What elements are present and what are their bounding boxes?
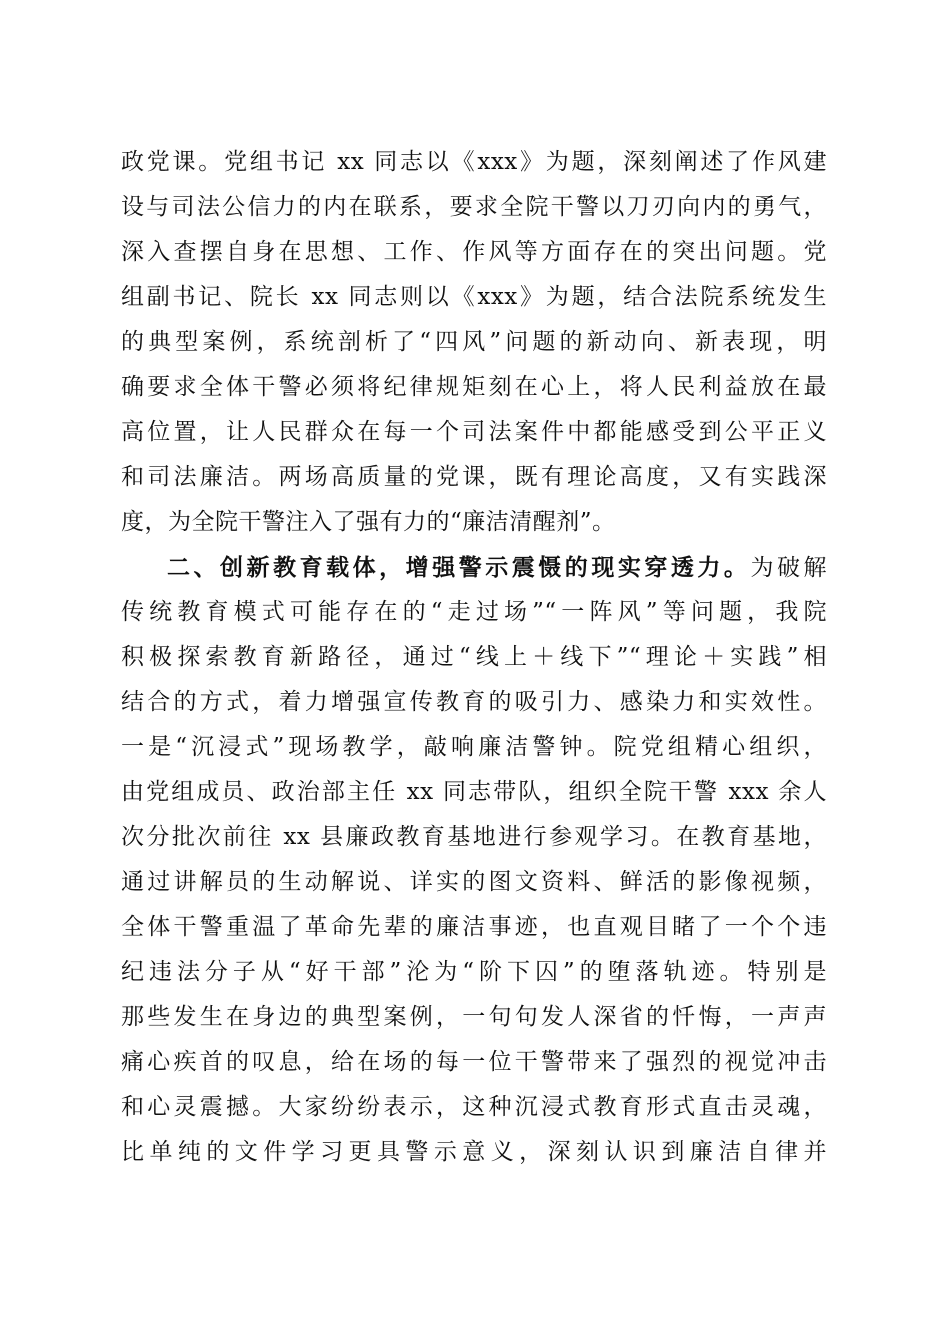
paragraph-line: 政党课。党组书记 xx 同志以《xxx》为题，深刻阐述了作风建 [121, 149, 827, 175]
paragraph-line: 一是“沉浸式”现场教学，敲响廉洁警钟。院党组精心组织， [121, 734, 827, 760]
paragraph-line: 那些发生在身边的典型案例，一句句发人深省的忏悔，一声声 [121, 1004, 827, 1030]
paragraph-line: 痛心疾首的叹息，给在场的每一位干警带来了强烈的视觉冲击 [121, 1049, 827, 1075]
paragraph-line: 积极探索教育新路径，通过“线上＋线下”“理论＋实践”相 [121, 644, 827, 670]
paragraph-line: 确要求全体干警必须将纪律规矩刻在心上，将人民利益放在最 [121, 374, 827, 400]
paragraph-line: 度，为全院干警注入了强有力的“廉洁清醒剂”。 [121, 509, 616, 535]
paragraph-line: 组副书记、院长 xx 同志则以《xxx》为题，结合法院系统发生 [121, 284, 827, 310]
section-heading-line [121, 545, 827, 590]
paragraph-line: 深入查摆自身在思想、工作、作风等方面存在的突出问题。党 [121, 239, 827, 265]
paragraph-line: 纪违法分子从“好干部”沦为“阶下囚”的堕落轨迹。特别是 [121, 959, 827, 985]
paragraph-line: 比单纯的文件学习更具警示意义，深刻认识到廉洁自律并 [121, 1139, 827, 1165]
section-heading-continuation: 为破解 [750, 555, 828, 581]
paragraph-line: 由党组成员、政治部主任 xx 同志带队，组织全院干警 xxx 余人 [121, 779, 827, 805]
paragraph-line: 通过讲解员的生动解说、详实的图文资料、鲜活的影像视频， [121, 869, 827, 895]
paragraph-line: 和心灵震撼。大家纷纷表示，这种沉浸式教育形式直击灵魂， [121, 1094, 827, 1120]
document-body [121, 140, 827, 1175]
section-heading: 二、创新教育载体，增强警示震慑的现实穿透力。 [167, 554, 751, 581]
paragraph-line: 结合的方式，着力增强宣传教育的吸引力、感染力和实效性。 [121, 689, 827, 715]
paragraph-line: 设与司法公信力的内在联系，要求全院干警以刀刃向内的勇气， [121, 194, 827, 220]
paragraph-line: 次分批次前往 xx 县廉政教育基地进行参观学习。在教育基地， [121, 824, 827, 850]
paragraph-line: 的典型案例，系统剖析了“四风”问题的新动向、新表现，明 [121, 329, 827, 355]
paragraph-line: 全体干警重温了革命先辈的廉洁事迹，也直观目睹了一个个违 [121, 914, 827, 940]
paragraph-line: 传统教育模式可能存在的“走过场”“一阵风”等问题，我院 [121, 599, 827, 625]
paragraph-line: 和司法廉洁。两场高质量的党课，既有理论高度，又有实践深 [121, 464, 827, 490]
paragraph-line: 高位置，让人民群众在每一个司法案件中都能感受到公平正义 [121, 419, 827, 445]
